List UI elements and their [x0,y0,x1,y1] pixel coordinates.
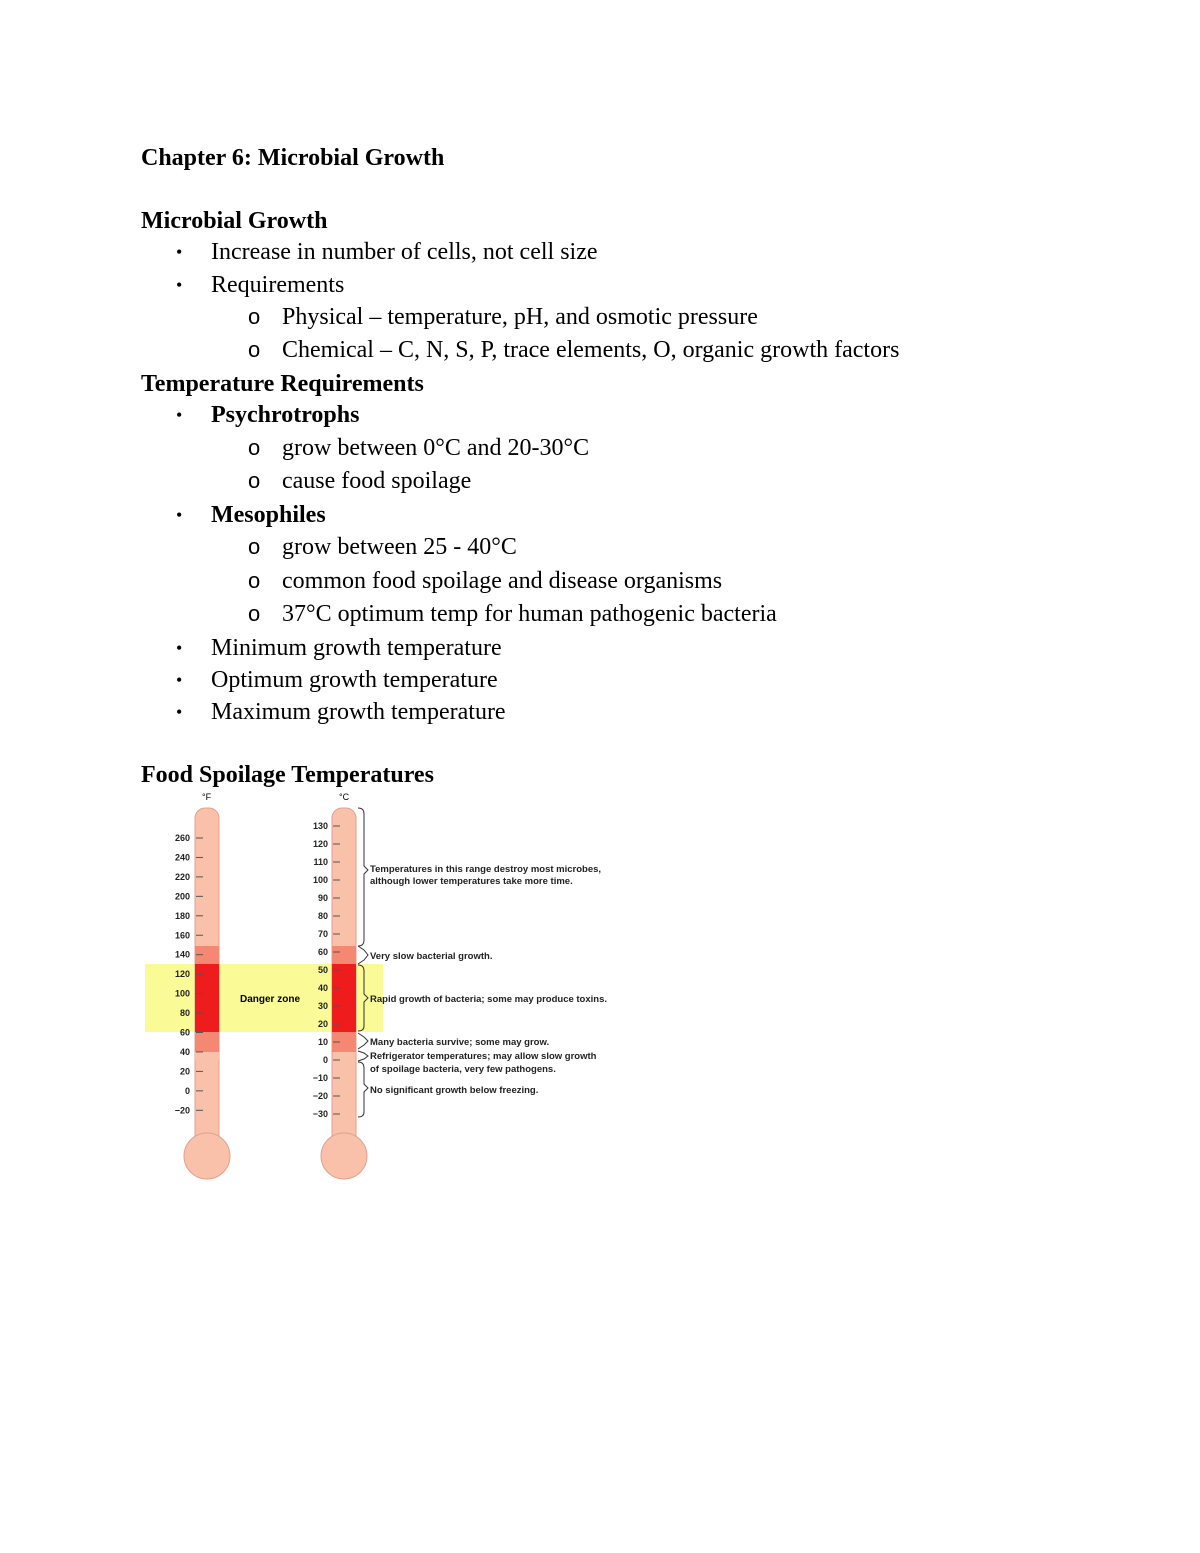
f-tick-label: 260 [174,833,190,843]
annotation-destroy-line2: although lower temperatures take more time. [370,876,573,887]
c-tick-label: 100 [312,875,328,885]
sub-bullet-marker: o [248,568,261,593]
bracket-freeze [358,1062,368,1117]
c-tick-label: 50 [317,965,328,975]
c-tick-label: 30 [317,1001,328,1011]
c-tick-label: 60 [317,947,328,957]
bullet-marker: • [176,505,183,525]
sub-bullet-item: Chemical – C, N, S, P, trace elements, O, organic growth factors [282,337,900,363]
c-danger-segment [332,964,356,1032]
sub-bullet-marker: o [248,435,261,460]
danger-zone-label: Danger zone [240,994,301,1005]
bracket-survive [358,1033,368,1049]
c-tick-label: 70 [317,929,328,939]
f-tick-label: 160 [174,930,190,941]
annotation-rapid: Rapid growth of bacteria; some may produce toxins. [370,994,608,1005]
sub-bullet-marker: o [248,601,261,626]
bullet-marker: • [176,702,183,722]
c-unit-label: °C [339,792,350,802]
c-tick-label: 10 [317,1037,328,1047]
c-tick-label: 130 [312,821,328,831]
bullet-item: Requirements [211,272,345,298]
f-tick-label: 180 [174,910,190,921]
bullet-item: Increase in number of cells, not cell size [211,239,598,265]
bullet-marker: • [176,638,183,658]
f-tick-label: 80 [179,1008,190,1019]
c-tick-label: 20 [317,1019,328,1029]
c-tick-label: −30 [312,1109,328,1119]
document-title: Chapter 6: Microbial Growth [141,145,445,171]
section-heading-microbial-growth: Microbial Growth [141,208,328,234]
annotation-fridge-line1: Refrigerator temperatures; may allow slow growth [370,1051,597,1062]
f-unit-label: °F [202,792,212,802]
f-tick-label: 60 [179,1027,190,1038]
bullet-item-psychrotrophs: Psychrotrophs [211,402,360,428]
bullet-item: Minimum growth temperature [211,635,502,661]
bracket-fridge [358,1051,368,1061]
sub-bullet-marker: o [248,534,261,559]
annotation-destroy-line1: Temperatures in this range destroy most microbes, [370,864,602,875]
annotation-survive: Many bacteria survive; some may grow. [370,1037,550,1048]
f-fridge-segment [195,1052,219,1060]
sub-bullet-item: Physical – temperature, pH, and osmotic pressure [282,304,758,330]
f-tick-label: 100 [174,988,190,999]
f-tick-label: 0 [184,1085,190,1096]
c-tick-label: 0 [322,1055,328,1065]
f-tick-label: 40 [179,1046,190,1057]
annotation-fridge-line2: of spoilage bacteria, very few pathogens. [370,1064,556,1075]
c-slow-segment [332,946,356,964]
bullet-marker: • [176,670,183,690]
sub-bullet-item: 37°C optimum temp for human pathogenic bacteria [282,601,777,627]
sub-bullet-marker: o [248,337,261,362]
section-heading-temperature-requirements: Temperature Requirements [141,371,424,397]
sub-bullet-item: common food spoilage and disease organisms [282,568,723,594]
sub-bullet-marker: o [248,304,261,329]
f-tick-label: 240 [174,852,190,863]
f-tick-label: 120 [174,969,190,980]
c-tick-label: 80 [317,911,328,921]
f-tick-label: 140 [174,949,190,960]
bullet-item: Maximum growth temperature [211,699,506,725]
sub-bullet-item: grow between 25 - 40°C [282,534,517,560]
f-tick-label: 220 [174,871,190,882]
bullet-marker: • [176,275,183,295]
bullet-item: Optimum growth temperature [211,667,498,693]
annotation-freeze: No significant growth below freezing. [370,1085,539,1096]
annotation-slow: Very slow bacterial growth. [370,951,493,962]
bullet-item-mesophiles: Mesophiles [211,502,326,528]
section-heading-food-spoilage: Food Spoilage Temperatures [141,762,434,788]
bullet-marker: • [176,242,183,262]
c-tick-label: 40 [317,983,328,993]
sub-bullet-item: grow between 0°C and 20-30°C [282,435,590,461]
f-tick-label: 200 [174,891,190,902]
c-tick-label: −20 [312,1091,328,1101]
bracket-slow [358,946,368,964]
c-tick-label: 110 [313,857,328,867]
f-bulb [184,1133,230,1179]
f-survive-segment [195,1032,219,1052]
c-tick-label: 120 [312,839,328,849]
f-tick-label: 20 [179,1066,190,1077]
thermometer-figure [140,790,640,1185]
sub-bullet-item: cause food spoilage [282,468,472,494]
c-tick-label: −10 [312,1073,328,1083]
c-tick-label: 90 [317,893,328,903]
f-tick-label: −20 [174,1105,190,1116]
sub-bullet-marker: o [248,468,261,493]
bracket-destroy [358,808,368,946]
c-bulb [321,1133,367,1179]
bullet-marker: • [176,405,183,425]
